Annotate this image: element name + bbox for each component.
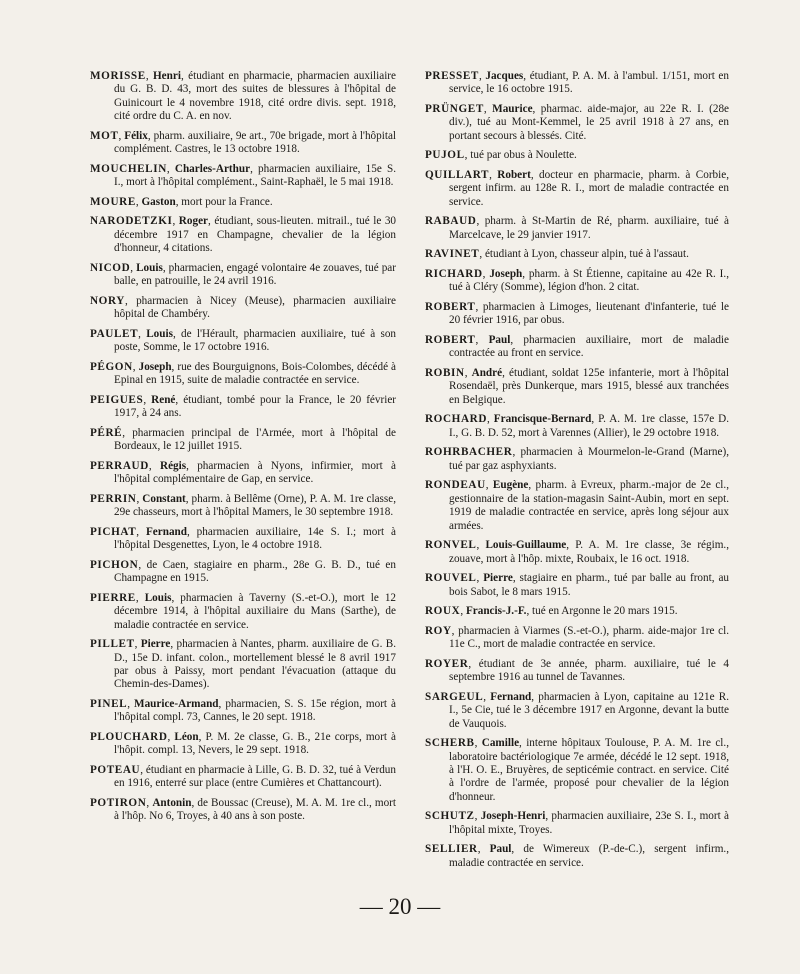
obituary-entry: RICHARD, Joseph, pharm. à St Étienne, capitaine au 42e R. I., tué à Cléry (Somme), légion d'hon. 2 citat. — [425, 268, 730, 294]
entry-text: , rue des Bourguignons, Bois-Colombes, décédé à Epinal en 1915, suite de maladie contractée en service. — [114, 360, 397, 387]
surname: MORISSE — [90, 70, 146, 82]
entry-text: , pharmacien principal de l'Armée, mort à l'hôpital de Bordeaux, le 12 juillet 1915. — [114, 426, 396, 453]
entry-text: , P. M. 2e classe, G. B., 21e corps, mort à l'hôpit. compl. 13, Nevers, le 29 sept. 1918. — [114, 731, 396, 757]
obituary-entry — [425, 625, 729, 652]
surname: QUILLART — [425, 169, 490, 181]
given-name: René — [151, 393, 176, 406]
left-column — [90, 70, 396, 830]
entry-text: , pharmacien auxiliaire, 14e S. I.; mort à l'hôpital Desgenettes, Lyon, le 4 octobre 1918. — [114, 525, 396, 552]
entry-text: , pharm. à Evreux, pharm.-major de 2e cl., gestionnaire de la station-magasin Saint-Aubin, mort en sept. 1919 de maladie contractée en service, après long séjour aux armées. — [449, 479, 730, 532]
obituary-entry: PICHAT, Fernand, pharmacien auxiliaire, 14e S. I.; mort à l'hôpital Desgenettes, Lyon, le 4 octobre 1918. — [90, 525, 396, 552]
surname: PÉRÉ — [90, 426, 123, 439]
obituary-entry: PLOUCHARD, Léon, P. M. 2e classe, G. B., 21e corps, mort à l'hôpit. compl. 13, Nevers, le 29 sept. 1918. — [90, 731, 396, 757]
entry-text: , de l'Hérault, pharmacien auxiliaire, tué à son poste, Somme, le 17 octobre 1916. — [114, 327, 397, 354]
surname: ROY — [425, 624, 452, 637]
obituary-entry: PÉGON, Joseph, rue des Bourguignons, Bois-Colombes, décédé à Epinal en 1915, suite de maladie contractée en service. — [90, 360, 397, 387]
surname: PERRAUD — [90, 459, 149, 472]
surname: PUJOL — [425, 149, 465, 162]
surname: PRESSET — [425, 70, 479, 82]
given-name: Fernand — [490, 690, 532, 703]
given-name: Gaston — [141, 195, 176, 208]
given-name: Maurice — [492, 103, 533, 115]
obituary-entry: MOT, Félix, pharm. auxiliaire, 9e art., 70e brigade, mort à l'hôpital complément. Castres, le 13 octobre 1918. — [90, 129, 397, 156]
obituary-entry: ROCHARD, Francisque-Bernard, P. A. M. 1re classe, 157e D. I., G. B. D. 52, mort à Varennes (Allier), le 29 octobre 1918. — [425, 413, 729, 439]
obituary-entry — [90, 295, 396, 322]
entry-text: , étudiant, tombé pour la France, le 20 février 1917, à 24 ans. — [114, 393, 397, 420]
surname: MOT — [90, 129, 119, 142]
given-name: Jacques — [485, 70, 524, 82]
obituary-entry — [425, 248, 729, 261]
right-column — [425, 70, 729, 876]
entry-text: , pharmacien à Lyon, capitaine au 121e R. I., 5e Cie, tué le 3 décembre 1917 en Argonne, devant la butte de Vauquois. — [449, 690, 729, 730]
surname: RONDEAU — [425, 479, 486, 492]
given-name: Louis — [144, 591, 172, 604]
surname: MOUCHELIN — [90, 162, 167, 175]
obituary-entry: PERRIN, Constant, pharm. à Bellême (Orne), P. A. M. 1re classe, 29e chasseurs, mort à l'hôpital Mamers, le 30 septembre 1918. — [90, 492, 397, 519]
surname: PICHAT — [90, 525, 137, 538]
given-name: Antonin — [152, 797, 192, 810]
entry-text: , pharmacien à Nicey (Meuse), pharmacien auxiliaire hôpital de Chambéry. — [114, 294, 396, 321]
entry-text: , pharmacien auxiliaire, mort de maladie contractée au front en service. — [449, 334, 729, 360]
obituary-entry: SARGEUL, Fernand, pharmacien à Lyon, capitaine au 121e R. I., 5e Cie, tué le 3 décembre 1917 en Argonne, devant la butte de Vauquois. — [425, 690, 729, 730]
obituary-entry: MORISSE, Henri, étudiant en pharmacie, pharmacien auxiliaire du G. B. D. 43, mort des suites de blessures à l'hôpital de Guinicourt le 4 novembre 1918, cité ordre divis. sept. 1918, cité ordre du C. A. en nov. — [90, 70, 396, 123]
given-name: André — [471, 367, 503, 379]
surname: POTIRON — [90, 797, 147, 810]
surname: PEIGUES — [90, 393, 144, 406]
entry-text: , P. A. M. 1re classe, 157e D. I., G. B. D. 52, mort à Varennes (Allier), le 29 octobre 1918. — [449, 413, 729, 439]
given-name: Francisque-Bernard — [493, 413, 592, 426]
entry-text: , pharmacien à Viarmes (S.-et-O.), pharm. aide-major 1re cl. 11e C., mort de maladie contractée en service. — [449, 624, 729, 651]
obituary-entry: PERRAUD, Régis, pharmacien à Nyons, infirmier, mort à l'hôpital complémentaire de Gap, en service. — [90, 459, 396, 486]
entry-text: , de Boussac (Creuse), M. A. M. 1re cl., mort à l'hôp. No 6, Troyes, à 40 ans à son poste. — [114, 797, 397, 823]
given-name: Régis — [160, 459, 187, 472]
surname: RAVINET — [425, 248, 480, 261]
given-name: Félix — [124, 129, 148, 142]
obituary-entry: ROBERT, Paul, pharmacien auxiliaire, mort de maladie contractée au front en service. — [425, 334, 729, 360]
entry-text: , stagiaire en pharm., tué par balle au front, au bois Sabot, le 8 mars 1915. — [449, 572, 730, 598]
obituary-entry — [425, 301, 729, 328]
entry-text: , pharmacien, engagé volontaire 4e zouaves, tué par balle, en patrouille, le 24 avril 1916. — [114, 261, 396, 288]
given-name: Joseph — [489, 268, 523, 280]
surname: PLOUCHARD — [90, 731, 168, 744]
obituary-entry — [90, 427, 396, 454]
surname: ROBERT — [425, 334, 476, 346]
given-name: Paul — [489, 843, 512, 856]
surname: SCHERB — [425, 737, 475, 750]
entry-text: , pharmacien, S. S. 15e région, mort à l'hôpital compl. 73, Cannes, le 20 sept. 1918. — [114, 698, 397, 724]
entry-text: , pharm. auxiliaire, 9e art., 70e brigade, mort à l'hôpital complément. Castres, le 13 octobre 1918. — [114, 129, 397, 156]
given-name: Louis — [146, 327, 173, 340]
obituary-entry — [90, 764, 396, 791]
entry-text: , pharm. à Bellême (Orne), P. A. M. 1re classe, 29e chasseurs, mort à l'hôpital Mamers, le 30 septembre 1918. — [114, 492, 397, 519]
given-name: Henri — [152, 70, 181, 82]
surname: POTEAU — [90, 764, 141, 777]
surname: SCHUTZ — [425, 810, 475, 823]
surname: PILLET — [90, 638, 135, 651]
surname: MOURE — [90, 195, 136, 208]
entry-text: , pharmacien auxiliaire, 23e S. I., mort à l'hôpital mixte, Troyes. — [449, 810, 729, 836]
surname: ROHRBACHER — [425, 446, 513, 459]
surname: ROBIN — [425, 367, 465, 379]
obituary-entry: SELLIER, Paul, de Wimereux (P.-de-C.), sergent infirm., maladie contractée en service. — [425, 843, 730, 869]
surname: NARODETZKI — [90, 215, 173, 228]
surname: ROBERT — [425, 301, 476, 313]
entry-text: , étudiant de 3e année, pharm. auxiliaire, tué le 4 septembre 1916 au tunnel de Tavannes. — [449, 657, 729, 684]
surname: RABAUD — [425, 215, 477, 228]
obituary-entry: QUILLART, Robert, docteur en pharmacie, pharm. à Corbie, sergent infirm. au 128e R. I., mort de maladie contractée en service. — [425, 169, 730, 208]
given-name: Camille — [481, 737, 520, 750]
surname: PICHON — [90, 558, 139, 571]
obituary-entry: PINEL, Maurice-Armand, pharmacien, S. S. 15e région, mort à l'hôpital compl. 73, Cannes, le 20 sept. 1918. — [90, 698, 397, 724]
entry-text: , tué en Argonne le 20 mars 1915. — [526, 605, 678, 618]
obituary-entry: PAULET, Louis, de l'Hérault, pharmacien auxiliaire, tué à son poste, Somme, le 17 octobre 1916. — [90, 327, 397, 354]
entry-text: , étudiant en pharmacie à Lille, G. B. D. 32, tué à Verdun en 1916, enterré sur place (entre Cumières et Chattancourt). — [114, 764, 396, 790]
obituary-entry — [425, 446, 729, 473]
surname: NORY — [90, 294, 125, 307]
surname: PERRIN — [90, 492, 137, 505]
entry-text: , pharmacien à Limoges, lieutenant d'infanterie, tué le 20 février 1916, par obus. — [449, 301, 729, 327]
given-name: Francis-J.-F. — [465, 605, 527, 618]
entry-text: , pharmacien à Mourmelon-le-Grand (Marne), tué par gaz asphyxiants. — [449, 446, 729, 472]
obituary-entry: SCHERB, Camille, interne hôpitaux Toulouse, P. A. M. 1re cl., laboratoire bactériologique 7e armée, décédé le 12 sept. 1918, à l'H. O. E., Bruyères, de septicémie contract. en service. Cité à l'ordre de l'armée, proposé pour chevalier de la légion d'honneur. — [425, 737, 729, 803]
entry-text: , pharmacien à Nantes, pharm. auxiliaire de G. B. D., 15e D. infant. colon., mortellement blessé le 8 avril 1917 par obus à Paissy, mort pendant l'évacuation (attaque du Chemin-des-Dames). — [114, 638, 397, 691]
surname: ROYER — [425, 657, 469, 670]
given-name: Paul — [488, 334, 511, 346]
surname: PIERRE — [90, 591, 136, 604]
entry-text: , pharm. à St-Martin de Ré, pharm. auxiliaire, tué à Marcelcave, le 29 janvier 1917. — [449, 215, 729, 241]
given-name: Fernand — [145, 525, 187, 538]
surname: PRÜNGET — [425, 103, 484, 115]
obituary-entry: MOUCHELIN, Charles-Arthur, pharmacien auxiliaire, 15e S. I., mort à l'hôpital complément., Saint-Raphaël, le 5 mai 1918. — [90, 162, 397, 189]
entry-text: , pharmac. aide-major, au 22e R. I. (28e div.), tué au Mont-Kemmel, le 25 avril 1918 à 27 ans, en portant secours à blessés. Cité. — [449, 103, 729, 142]
surname: PÉGON — [90, 360, 133, 373]
entry-text: , P. A. M. 1re classe, 3e régim., zouave, mort à l'hôp. mixte, Roubaix, le 16 oct. 1918. — [449, 539, 730, 565]
entry-text: , interne hôpitaux Toulouse, P. A. M. 1re cl., laboratoire bactériologique 7e armée, décédé le 12 sept. 1918, à l'H. O. E., Bruyères, de septicémie contract. en service. Cité à l'ordre de l'armée, proposé pour chevalier de la légion d'honneur. — [449, 737, 729, 803]
obituary-entry: RONVEL, Louis-Guillaume, P. A. M. 1re classe, 3e régim., zouave, mort à l'hôp. mixte, Roubaix, le 16 oct. 1918. — [425, 539, 730, 565]
entry-text: , étudiant, sous-lieuten. mitrail., tué le 30 décembre 1917 en Champagne, chevalier de la légion d'honneur, 4 citations. — [114, 215, 397, 255]
obituary-entry: RONDEAU, Eugène, pharm. à Evreux, pharm.-major de 2e cl., gestionnaire de la station-magasin Saint-Aubin, mort en sept. 1919 de maladie contractée en service, après long séjour aux armées. — [425, 479, 730, 532]
surname: ROCHARD — [425, 413, 488, 426]
given-name: Roger — [178, 215, 208, 228]
entry-text: , mort pour la France. — [175, 195, 273, 208]
obituary-entry: PIERRE, Louis, pharmacien à Taverny (S.-et-O.), mort le 12 décembre 1914, à l'hôpital auxiliaire du Mans (Sarthe), de maladie contractée en service. — [90, 591, 397, 631]
obituary-entry: PRÜNGET, Maurice, pharmac. aide-major, au 22e R. I. (28e div.), tué au Mont-Kemmel, le 25 avril 1918 à 27 ans, en portant secours à blessés. Cité. — [425, 103, 729, 142]
entry-text: , tué par obus à Noulette. — [464, 149, 577, 162]
obituary-entry: PEIGUES, René, étudiant, tombé pour la France, le 20 février 1917, à 24 ans. — [90, 393, 397, 420]
given-name: Constant — [142, 492, 186, 505]
entry-text: , étudiant en pharmacie, pharmacien auxiliaire du G. B. D. 43, mort des suites de blessures à l'hôpital de Guinicourt le 4 novembre 1918, cité ordre divis. sept. 1918, cité ordre du C. A. en nov. — [114, 70, 396, 123]
surname: SARGEUL — [425, 690, 484, 703]
given-name: Pierre — [483, 572, 513, 585]
obituary-entry: SCHUTZ, Joseph-Henri, pharmacien auxiliaire, 23e S. I., mort à l'hôpital mixte, Troyes. — [425, 810, 729, 836]
obituary-entry: PRESSET, Jacques, étudiant, P. A. M. à l'ambul. 1/151, mort en service, le 16 octobre 1915. — [425, 70, 729, 96]
surname: ROUVEL — [425, 572, 477, 585]
obituary-entry: MOURE, Gaston, mort pour la France. — [90, 195, 273, 208]
obituary-entry — [90, 559, 396, 586]
entry-text: , docteur en pharmacie, pharm. à Corbie, sergent infirm. au 128e R. I., mort de maladie contractée en service. — [449, 169, 730, 208]
entry-text: , de Wimereux (P.-de-C.), sergent infirm., maladie contractée en service. — [449, 843, 730, 869]
entry-text: , de Caen, stagiaire en pharm., 28e G. B. D., tué en Champagne en 1915. — [114, 558, 396, 585]
surname: PINEL — [90, 698, 128, 711]
page-number: — 20 — — [359, 894, 441, 919]
obituary-entry: POTIRON, Antonin, de Boussac (Creuse), M. A. M. 1re cl., mort à l'hôp. No 6, Troyes, à 40 ans à son poste. — [90, 797, 397, 823]
obituary-entry: ROUX, Francis-J.-F., tué en Argonne le 20 mars 1915. — [425, 605, 678, 618]
obituary-entry — [425, 658, 729, 685]
entry-text: , étudiant, soldat 125e infanterie, mort à l'hôpital Rosendaël, près Dunkerque, mars 1915, blessé aux tranchées en Belgique. — [449, 367, 729, 406]
surname: RONVEL — [425, 539, 477, 552]
surname: NICOD — [90, 261, 131, 274]
obituary-entry: NICOD, Louis, pharmacien, engagé volontaire 4e zouaves, tué par balle, en patrouille, le 24 avril 1916. — [90, 261, 396, 288]
given-name: Pierre — [140, 638, 171, 651]
entry-text: , pharmacien auxiliaire, 15e S. I., mort à l'hôpital complément., Saint-Raphaël, le 5 mai 1918. — [114, 162, 397, 189]
obituary-entry: ROBIN, André, étudiant, soldat 125e infanterie, mort à l'hôpital Rosendaël, près Dunkerque, mars 1915, blessé aux tranchées en Belgique. — [425, 367, 729, 406]
obituary-entry: PILLET, Pierre, pharmacien à Nantes, pharm. auxiliaire de G. B. D., 15e D. infant. colon., mortellement blessé le 8 avril 1917 par obus à Paissy, mort pendant l'évacuation (attaque du Chemin-des-Dames). — [90, 638, 397, 691]
entry-text: , étudiant, P. A. M. à l'ambul. 1/151, mort en service, le 16 octobre 1915. — [449, 70, 729, 96]
obituary-entry: ROUVEL, Pierre, stagiaire en pharm., tué par balle au front, au bois Sabot, le 8 mars 1915. — [425, 572, 730, 598]
given-name: Louis-Guillaume — [485, 539, 567, 552]
obituary-entry — [425, 149, 729, 162]
given-name: Charles-Arthur — [174, 162, 251, 175]
surname: RICHARD — [425, 268, 483, 280]
obituary-entry: NARODETZKI, Roger, étudiant, sous-lieuten. mitrail., tué le 30 décembre 1917 en Champagne, chevalier de la légion d'honneur, 4 citations. — [90, 215, 397, 255]
given-name: Joseph — [138, 360, 172, 373]
entry-text: , pharmacien à Taverny (S.-et-O.), mort le 12 décembre 1914, à l'hôpital auxiliaire du Mans (Sarthe), de maladie contractée en service. — [114, 591, 397, 631]
given-name: Joseph-Henri — [480, 810, 546, 823]
given-name: Robert — [497, 169, 531, 181]
entry-text: , pharm. à St Étienne, capitaine au 42e R. I., tué à Cléry (Somme), légion d'hon. 2 citat. — [449, 268, 730, 294]
entry-text: , pharmacien à Nyons, infirmier, mort à l'hôpital complémentaire de Gap, en service. — [114, 459, 396, 486]
given-name: Eugène — [492, 479, 529, 492]
given-name: Louis — [136, 261, 163, 274]
surname: PAULET — [90, 327, 139, 340]
surname: SELLIER — [425, 843, 478, 856]
given-name: Léon — [174, 731, 199, 744]
surname: ROUX — [425, 605, 461, 618]
obituary-entry — [425, 215, 729, 242]
entry-text: , étudiant à Lyon, chasseur alpin, tué à l'assaut. — [479, 248, 689, 261]
given-name: Maurice-Armand — [134, 698, 219, 711]
